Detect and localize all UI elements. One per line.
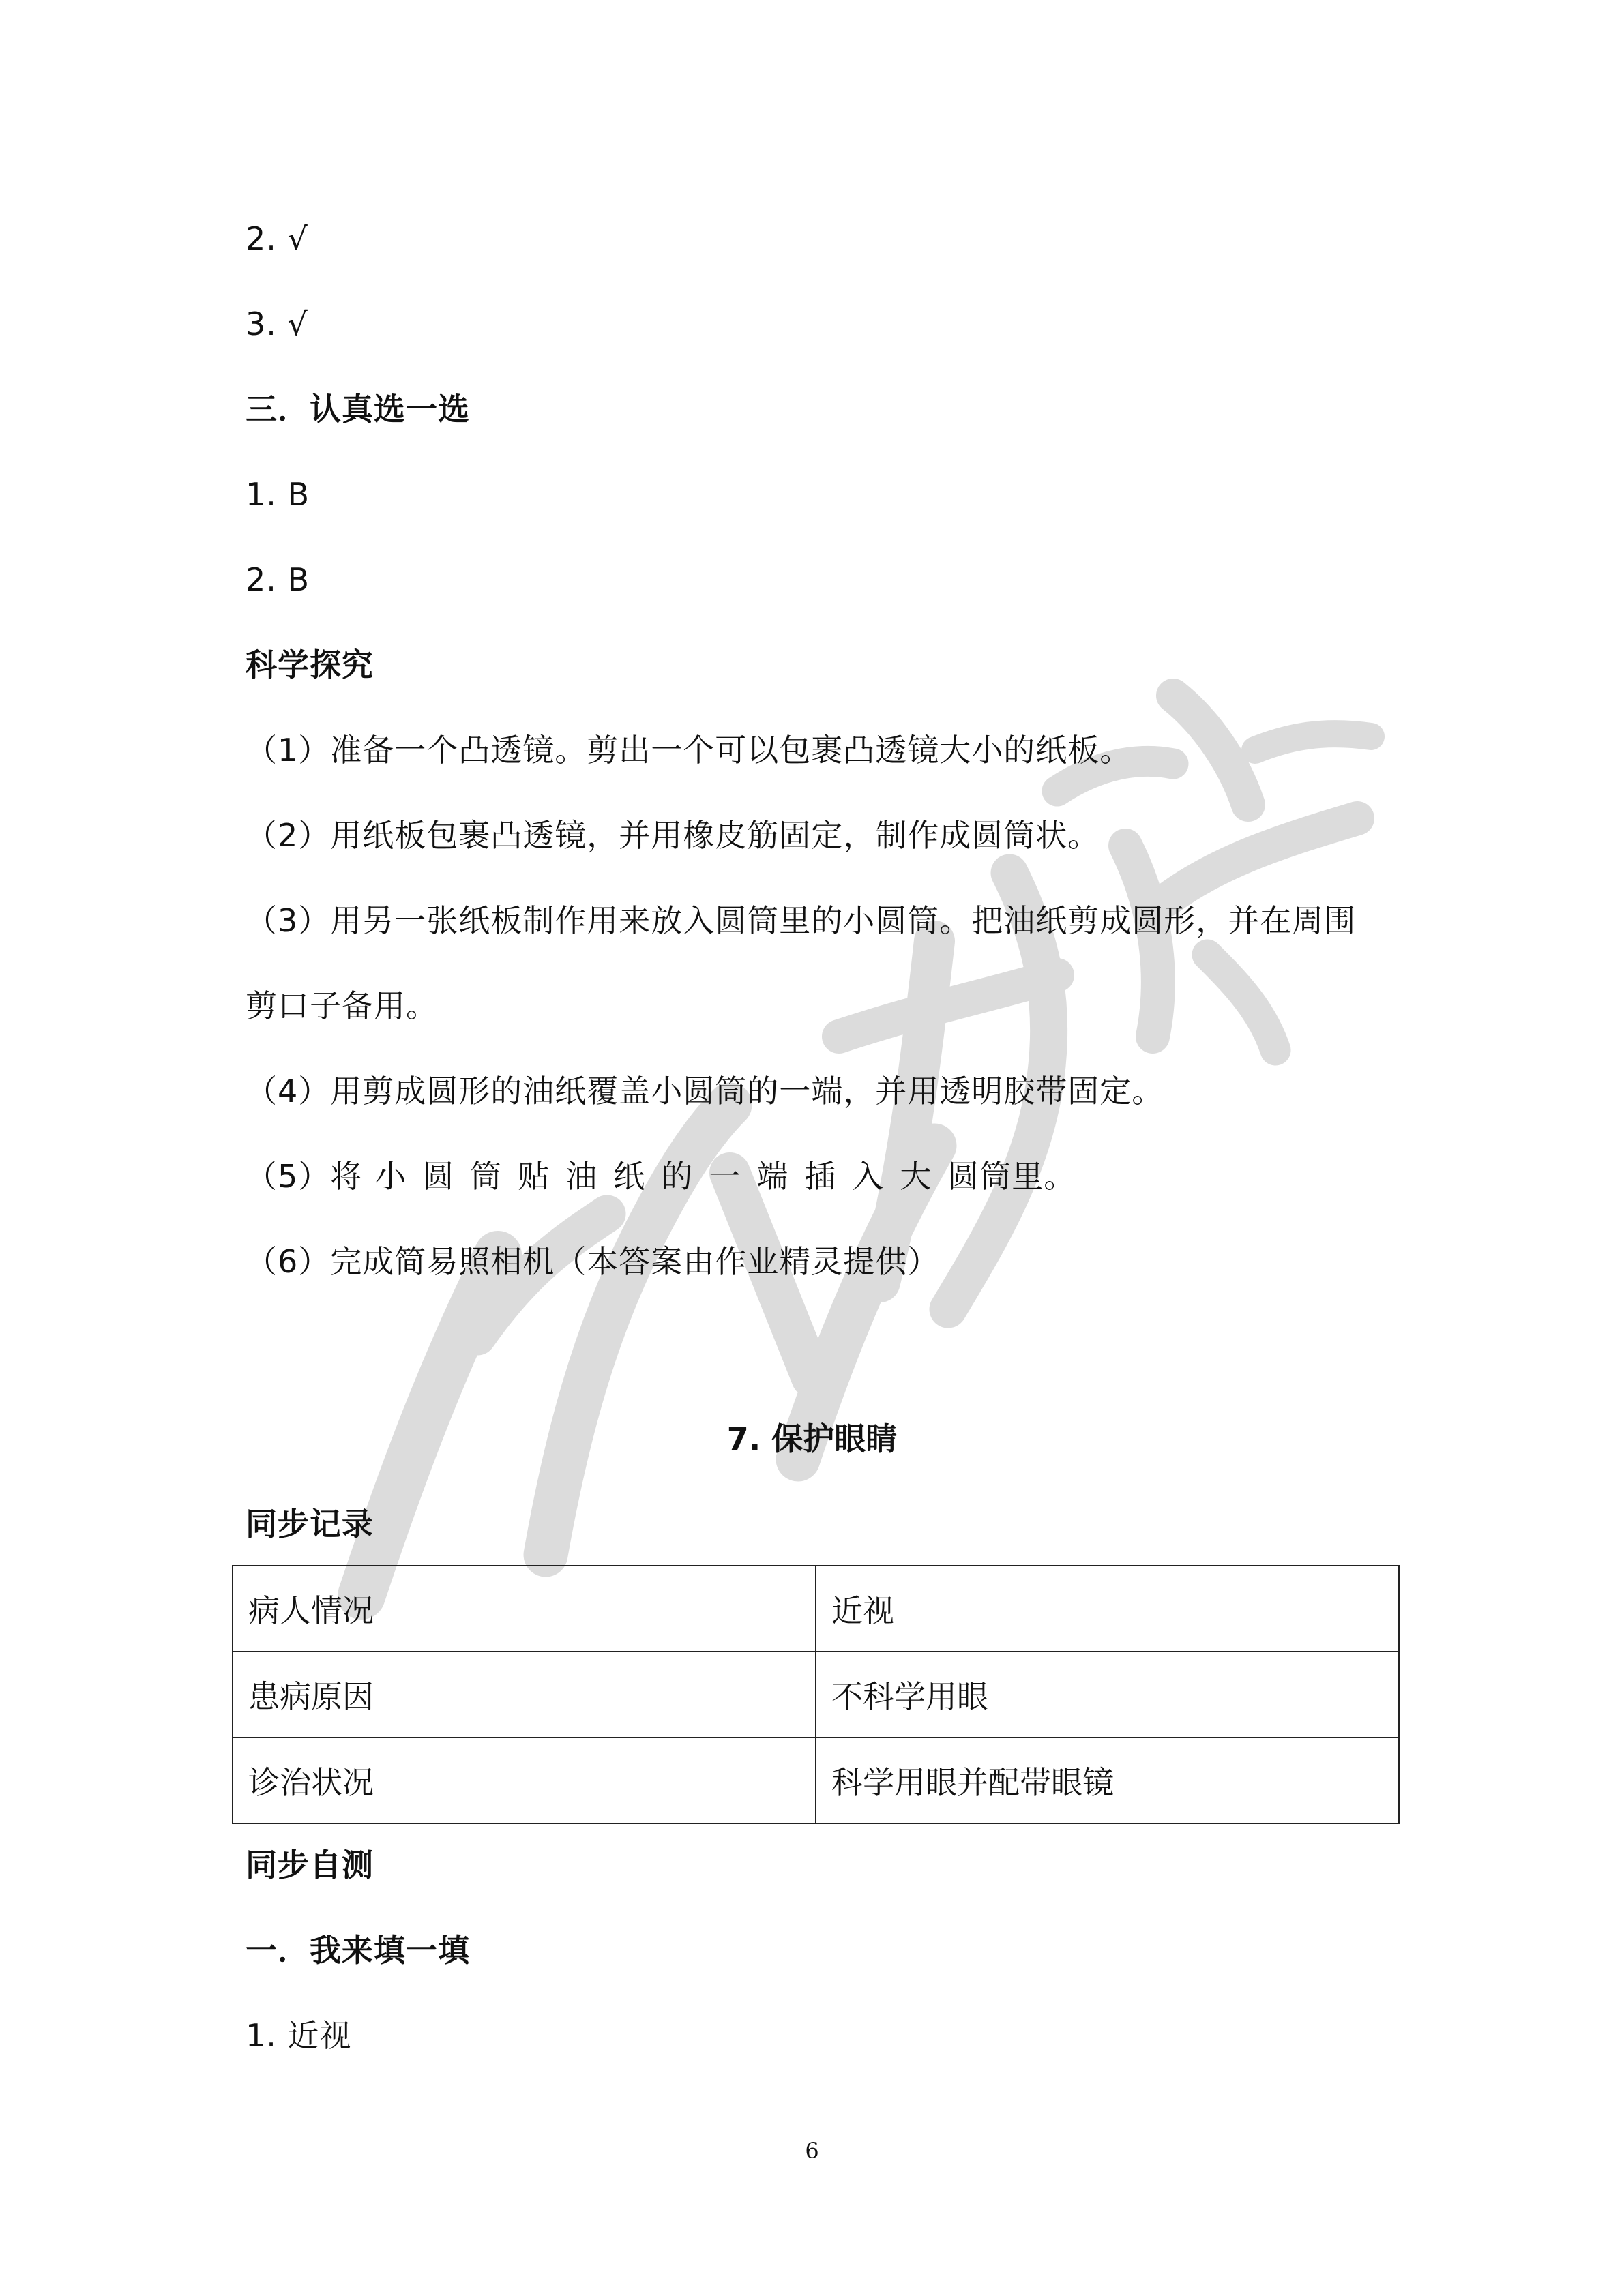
table-cell-value: 近视 bbox=[816, 1566, 1399, 1652]
table-row bbox=[233, 1652, 1399, 1738]
section-heading: 一．我来填一填 bbox=[246, 1932, 470, 1969]
section-heading: 三．认真选一选 bbox=[246, 391, 470, 428]
table-row bbox=[233, 1566, 1399, 1652]
answer-line: 2. √ bbox=[246, 220, 308, 257]
table-cell-label: 诊治状况 bbox=[233, 1738, 816, 1823]
section-heading: 同步自测 bbox=[246, 1847, 374, 1883]
answer-line: 1. B bbox=[246, 476, 310, 513]
answer-line: 2. B bbox=[246, 561, 310, 598]
step5-suffix: 圆筒里。 bbox=[947, 1158, 1076, 1195]
table-cell-value: 不科学用眼 bbox=[816, 1652, 1399, 1738]
paragraph-line: （3）用另一张纸板制作用来放入圆筒里的小圆筒。把油纸剪成圆形，并在周围 bbox=[246, 902, 1357, 939]
answer-line: 1. 近视 bbox=[246, 2017, 352, 2054]
answer-line: 3. √ bbox=[246, 305, 308, 342]
chapter-title: 7. 保护眼睛 bbox=[726, 1420, 898, 1457]
page-number: 6 bbox=[805, 2138, 819, 2164]
paragraph-line: （6）完成简易照相机（本答案由作业精灵提供） bbox=[246, 1243, 940, 1280]
section-heading: 科学探究 bbox=[246, 646, 374, 683]
section-heading: 同步记录 bbox=[246, 1506, 374, 1542]
paragraph-line: （2）用纸板包裹凸透镜，并用橡皮筋固定，制作成圆筒状。 bbox=[246, 817, 1100, 854]
table-cell-value: 科学用眼并配带眼镜 bbox=[816, 1738, 1399, 1823]
table-row bbox=[233, 1738, 1399, 1823]
record-table bbox=[232, 1565, 1400, 1824]
watermark-calligraphy bbox=[321, 655, 1412, 1623]
table-cell-label: 病人情况 bbox=[233, 1566, 816, 1652]
paragraph-line: （4）用剪成圆形的油纸覆盖小圆筒的一端，并用透明胶带固定。 bbox=[246, 1073, 1164, 1109]
step5-spaced: 小圆筒贴油纸的一端插入大 bbox=[374, 1158, 948, 1195]
paragraph-line: 剪口子备用。 bbox=[246, 987, 438, 1024]
step5-prefix: （5）将 bbox=[246, 1158, 363, 1195]
table-cell-label: 患病原因 bbox=[233, 1652, 816, 1738]
paragraph-line bbox=[246, 1156, 1076, 1197]
paragraph-line: （1）准备一个凸透镜。剪出一个可以包裹凸透镜大小的纸板。 bbox=[246, 732, 1132, 769]
